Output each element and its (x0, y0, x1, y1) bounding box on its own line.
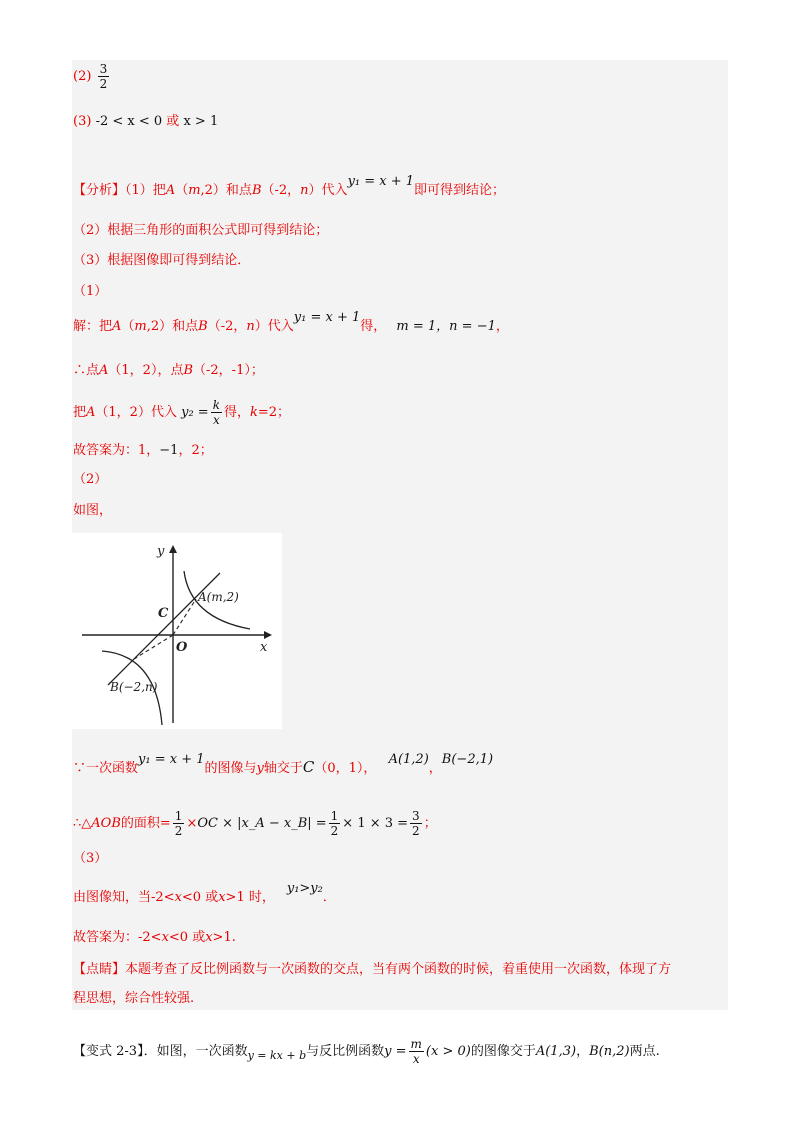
because-text: ， (428, 761, 442, 776)
label-b: B(−2,n) (110, 680, 158, 694)
answer-3-expr1: -2 < x < 0 (95, 114, 163, 129)
part-3-answer (73, 929, 236, 947)
variant-fraction (409, 1037, 424, 1066)
point-a: A(1,2) (388, 752, 429, 767)
area-fraction-den: 2 (174, 824, 183, 838)
analysis-text: 即可得到结论； (414, 183, 506, 198)
area-fraction-1 (173, 809, 185, 838)
area-fraction-num: 1 (330, 809, 339, 823)
variant-formula: (x > 0) (425, 1044, 471, 1059)
answer-text: 故答案为：1， (73, 443, 160, 458)
variant-formula: y = (384, 1044, 407, 1059)
area-text: AOB (91, 816, 121, 831)
answer-2 (73, 62, 111, 91)
analysis-text: m (188, 183, 201, 198)
analysis-text: n (300, 183, 309, 198)
analysis-line-3: （3）根据图像即可得到结论． (73, 253, 251, 268)
answer-text: −1 (159, 443, 179, 458)
variant-text: 的图像交于 (470, 1044, 536, 1059)
answer-3-or: 或 (166, 114, 180, 129)
answer-text: 故答案为：-2< (73, 930, 162, 945)
observation-text: 由图像知，当-2< (73, 890, 175, 905)
analysis-text: ）代入 (308, 183, 348, 198)
answer-3 (73, 113, 218, 131)
area-text: ； (423, 816, 437, 831)
graph-svg (72, 533, 282, 729)
k-fraction-den: x (212, 413, 220, 427)
variant-text: ， (576, 1044, 590, 1059)
variant-question (73, 1037, 660, 1066)
because-text: ∵一次函数 (73, 761, 139, 776)
analysis-text: （ (175, 183, 189, 198)
answer-text: x (161, 930, 169, 945)
solution-text: 得， (360, 319, 387, 334)
variant-tag: 【变式 2-3】 (73, 1044, 144, 1059)
observation-text: >1 时， (225, 890, 275, 905)
points-text: B (183, 363, 194, 378)
answer-2-denominator: 2 (99, 77, 108, 91)
analysis-line-2: （2）根据三角形的面积公式即可得到结论； (73, 223, 329, 238)
label-y: y (157, 544, 165, 559)
variant-point: B(n,2) (589, 1044, 630, 1059)
variant-fraction-den: x (412, 1052, 420, 1066)
comment-tag: 【点睛】 (73, 962, 126, 977)
comment-line-1 (73, 961, 671, 979)
part-2-intro: 如图， (73, 503, 113, 518)
solution-text: （ (121, 319, 135, 334)
comment-text: 本题考查了反比例函数与一次函数的交点，当有两个函数的时候，着重使用一次函数，体现了方 (125, 962, 672, 977)
observation-text: ． (322, 890, 336, 905)
solution-text: n (246, 319, 255, 334)
k-text: =2； (257, 405, 291, 420)
because-text: 的图像与 (204, 761, 257, 776)
point-b: B(−2,1) (441, 752, 494, 767)
area-fraction-num: 3 (412, 809, 420, 823)
label-c: C (158, 606, 169, 621)
because-text: C (302, 758, 315, 776)
y-axis-arrow (169, 545, 177, 553)
analysis-text: B (251, 183, 262, 198)
points-text: （-2，-1）； (193, 363, 264, 378)
variant-fraction-num: m (410, 1037, 422, 1051)
part-1-points (73, 362, 264, 380)
analysis-text: （-2， (261, 183, 301, 198)
answer-3-label: (3) (73, 114, 92, 129)
k-formula-y: y₂ = (181, 405, 209, 420)
analysis-formula: y₁ = x + 1 (347, 174, 415, 189)
part-1-k (73, 398, 290, 427)
part-1-solution (73, 310, 509, 336)
analysis-text: ,2）和点 (200, 183, 252, 198)
observation-formula: y₁>y₂ (286, 881, 323, 896)
graph-figure (72, 533, 282, 729)
solution-m-n: m = 1，n = −1 (396, 319, 496, 334)
answer-2-label: (2) (73, 69, 92, 84)
part-3-label: （3） (73, 851, 108, 866)
area-text: ∴△ (73, 816, 92, 831)
solution-text: ,2）和点 (146, 319, 199, 334)
area-formula: × 1 × 3 = (342, 816, 409, 831)
comment-line-2: 程思想，综合性较强. (73, 991, 195, 1006)
k-text: （1，2）代入 (95, 405, 177, 420)
label-a: A(m,2) (198, 590, 239, 604)
points-text: ∴点 (73, 363, 100, 378)
analysis-text: （1）把 (125, 183, 166, 198)
because-formula: y₁ = x + 1 (138, 752, 205, 767)
part-1-answer (73, 442, 213, 460)
part-2-area (73, 809, 437, 838)
solution-text: m (134, 319, 147, 334)
part-3-observation (73, 881, 336, 907)
k-text: A (86, 405, 96, 420)
points-text: A (99, 363, 109, 378)
answer-text: x (205, 930, 213, 945)
area-text: 的面积= (120, 816, 171, 831)
area-fraction-3 (410, 809, 422, 838)
k-text: k (249, 405, 258, 420)
solution-text: ）代入 (254, 319, 294, 334)
k-fraction (211, 398, 222, 427)
solution-text: 解：把 (73, 319, 113, 334)
x-axis-arrow (264, 631, 272, 639)
variant-text: 两点. (629, 1044, 660, 1059)
analysis-tag: 【分析】 (73, 183, 126, 198)
because-text: （0，1）， (314, 761, 377, 776)
solution-text: B (198, 319, 208, 334)
area-fraction-2 (329, 809, 341, 838)
points-text: （1，2），点 (108, 363, 184, 378)
answer-text: >1. (212, 930, 236, 945)
because-text: y (256, 761, 264, 776)
area-fraction-den: 2 (330, 824, 339, 838)
label-x: x (260, 640, 268, 655)
because-text: 轴交于 (263, 761, 303, 776)
part-2-label: （2） (73, 472, 108, 487)
part-1-label: （1） (73, 284, 108, 299)
variant-linear-formula: y = kx + b (247, 1049, 307, 1062)
solution-formula: y₁ = x + 1 (293, 310, 361, 325)
answer-3-expr2: x > 1 (183, 114, 219, 129)
analysis-text: A (165, 183, 176, 198)
area-formula: OC × |x_A − x_B| = (197, 816, 327, 831)
observation-text: x (174, 890, 182, 905)
k-text: 得， (223, 405, 250, 420)
answer-text: <0 或 (168, 930, 206, 945)
answer-text: ，2； (178, 443, 213, 458)
area-text: × (186, 816, 198, 831)
answer-2-fraction (98, 62, 110, 91)
variant-text: ．如图，一次函数 (143, 1044, 248, 1059)
analysis-line-1 (73, 174, 506, 200)
solution-text: ， (495, 319, 509, 334)
variant-point: A(1,3) (535, 1044, 577, 1059)
observation-text: <0 或 (181, 890, 219, 905)
area-fraction-den: 2 (412, 824, 420, 838)
part-2-because (73, 752, 494, 778)
solution-text: （-2， (207, 319, 247, 334)
answer-2-numerator: 3 (99, 62, 108, 76)
area-fraction-num: 1 (174, 809, 183, 823)
label-o: O (176, 640, 188, 655)
solution-text: A (112, 319, 122, 334)
k-text: 把 (73, 405, 87, 420)
variant-text: 与反比例函数 (306, 1044, 385, 1059)
observation-text: x (218, 890, 226, 905)
k-fraction-num: k (212, 398, 220, 412)
